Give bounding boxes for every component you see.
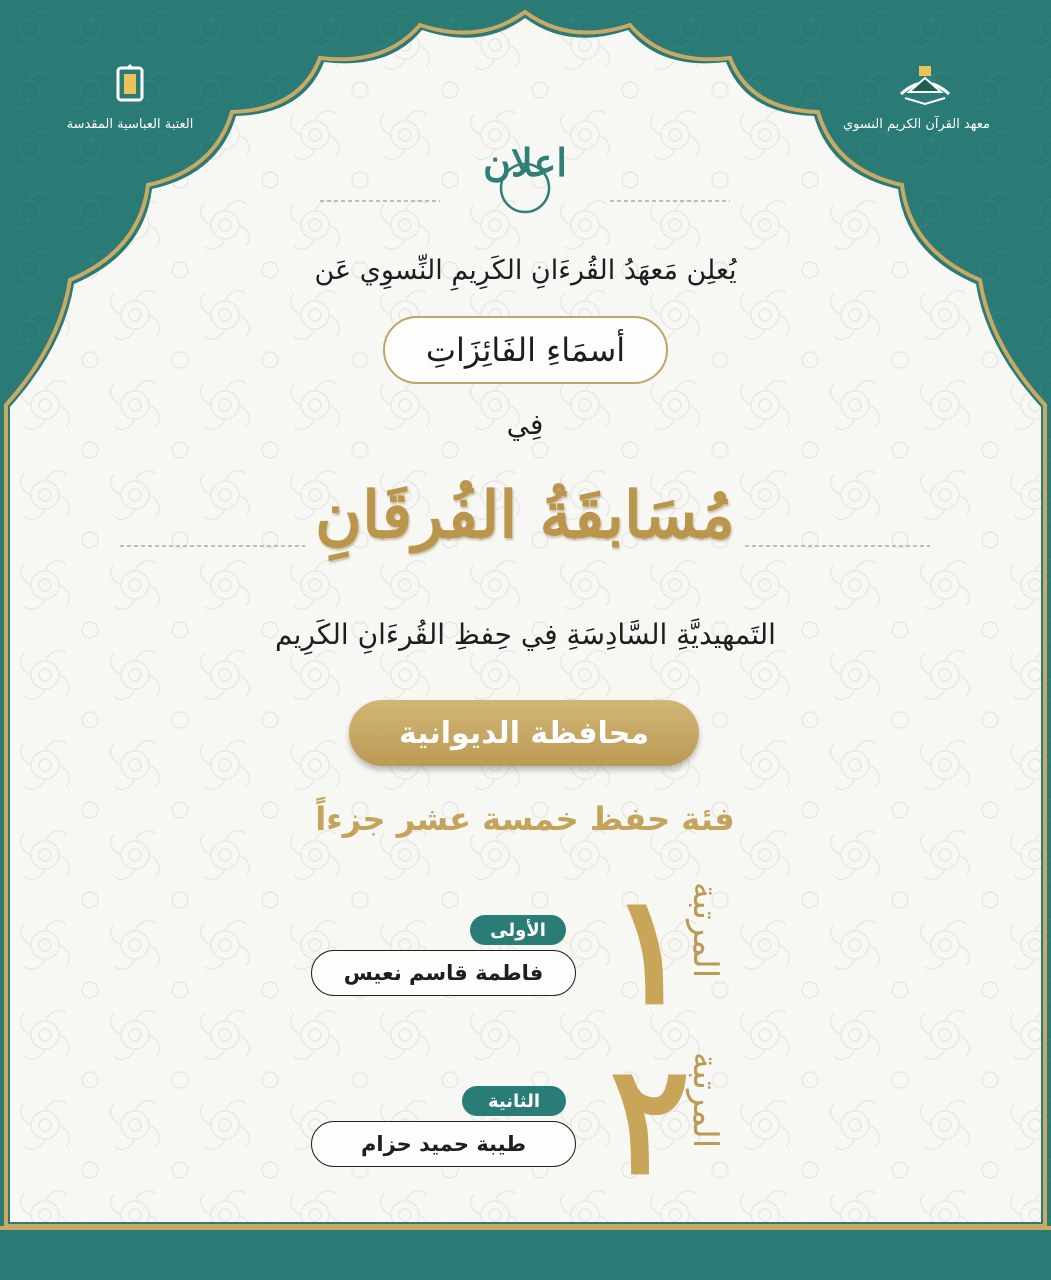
category-label: فئة حفظ خمسة عشر جزءاً [315, 800, 735, 838]
shrine-logo-text: العتبة العباسية المقدسة [66, 117, 194, 132]
winner-name: فاطمة قاسم نعيس [311, 950, 576, 996]
rank-number: ٢ [609, 1032, 691, 1208]
institute-logo-icon [895, 62, 955, 106]
winners-names-label: أسمَاءِ الفَائِزَاتِ [383, 316, 668, 384]
institute-logo-text: معهد القرآن الكريم النسوي [842, 117, 990, 132]
governorate-badge: محافظة الديوانية [349, 700, 699, 766]
rank-order-badge: الأولى [470, 915, 566, 945]
rank-word: المرتبة [685, 1052, 725, 1149]
rank-order-badge: الثانية [462, 1086, 566, 1116]
rank-word: المرتبة [685, 882, 725, 979]
competition-title: مُسَابقَةُ الفُرقَانِ [315, 478, 735, 553]
in-word: فِي [506, 408, 544, 441]
shrine-logo-icon [110, 62, 150, 106]
preliminary-line: التَمهيديَّةِ السَّادِسَةِ فِي حِفظِ القُرءَانِ الكَرِيم [275, 618, 776, 651]
rank-number: ١ [609, 862, 691, 1038]
winner-name: طيبة حميد حزام [311, 1121, 576, 1167]
announcement-subtitle: يُعلِن مَعهَدُ القُرءَانِ الكَرِيمِ النِّسوِي عَن [314, 255, 737, 286]
announcement-header: اعلان [483, 140, 567, 185]
